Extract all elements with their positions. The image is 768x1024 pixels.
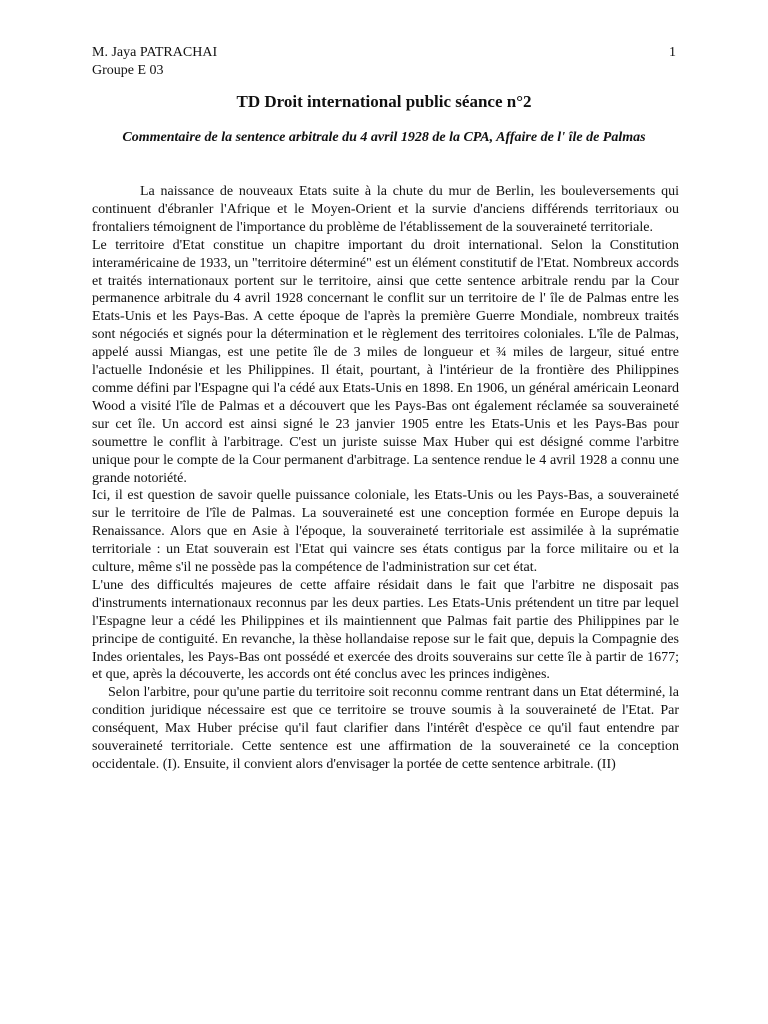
document-subtitle: Commentaire de la sentence arbitrale du 4 avril 1928 de la CPA, Affaire de l' île de Palmas (122, 130, 646, 145)
document-title: TD Droit international public séance n°2 (236, 92, 532, 111)
body-text (92, 183, 679, 774)
page-header (92, 44, 217, 80)
paragraph-question: Ici, il est question de savoir quelle puissance coloniale, les Etats-Unis ou les Pays-Bas, a souveraineté sur le territoire de l'île de Palmas. La souveraineté est une conception formée en Europe depuis la Renaissance. Alors que en Asie à l'époque, la souveraineté territoriale est assimilée à la suprématie territoriale : un Etat souverain est l'Etat qui vaincre ses états contigus par la force militaire ou et la culture, même s'il ne possède pas la compétence de l'administration sur cet état. (92, 488, 679, 576)
paragraph-territory: Le territoire d'Etat constitue un chapitre important du droit international. Selon la Constitution interaméricaine de 1933, un "territoire déterminé" est un élément constitutif de l'Etat. Nombreux accords et traités internationaux portent sur le territoire, ainsi que cette sentence arbitrale rendu par la Cour permanence arbitrale du 4 avril 1928 concernant le conflit sur un territoire de l' île de Palmas entre les Etats-Unis et les Pays-Bas. A cette époque de l'après la première Guerre Mondiale, nombreux traités sont négociés et signés pour la détermination et le règlement des territoires coloniales. L'île de Palmas, appelé aussi Miangas, est une petite île de 3 miles de longueur et ¾ miles de largeur, situé entre l'actuelle Indonésie et les Philippines. Il était, pourtant, à l'intérieur de la frontière des Philippines comme défini par l'Espagne qui l'a cédé aux Etats-Unis en 1898. En 1906, un général américain Leonard Wood a visité l'île de Palmas et a découvert que les Pays-Bas ont également réclamée sa souveraineté sur cet île. Un accord est ainsi signé le 23 janvier 1905 entre les Etats-Unis et les Pays-Bas pour soumettre le conflit à l'arbitrage. C'est un juriste suisse Max Huber qui est désigné comme l'arbitre unique pour le compte de la Cour permanent d'arbitrage. La sentence rendue le 4 avril 1928 a connu une grande notoriété. (92, 237, 679, 486)
page-number: 1 (669, 45, 676, 60)
paragraph-difficulties: L'une des difficultés majeures de cette affaire résidait dans le fait que l'arbitre ne disposait pas d'instruments internationaux reconnus par les deux parties. Les Etats-Unis prétendent un titre par lequel l'Espagne leur a cédé les Philippines et ils maintiennent que Palmas fait partie des Philippines par le principe de contiguité. En revanche, la thèse hollandaise repose sur le fait que, depuis la Compagnie des Indes orientales, les Pays-Bas ont possédé et exercée des droits souverains sur cette île à partir de 1677; et que, après la découverte, les accords ont été conclus avec les princes indigènes. (92, 577, 679, 683)
paragraph-intro: La naissance de nouveaux Etats suite à la chute du mur de Berlin, les bouleversements qui continuent d'ébranler l'Afrique et le Moyen-Orient et la survie d'anciens différends territoriaux ou frontaliers témoignent de l'importance du problème de l'établissement de la souveraineté territoriale. (92, 184, 679, 235)
author-name: M. Jaya PATRACHAI (92, 45, 218, 60)
group-label: Groupe E 03 (92, 63, 164, 78)
paragraph-announcement: Selon l'arbitre, pour qu'une partie du territoire soit reconnu comme rentrant dans un Etat déterminé, la condition juridique nécessaire est que ce territoire se trouve soumis à la souveraineté de l'Etat. Par conséquent, Max Huber précise qu'il faut clarifier dans l'intérêt d'espèce ce qu'il faut entendre par souveraineté territoriale. Cette sentence est une affirmation de la souveraineté ce la conception occidentale. (I). Ensuite, il convient alors d'envisager la portée de cette sentence arbitrale. (II) (92, 685, 679, 772)
